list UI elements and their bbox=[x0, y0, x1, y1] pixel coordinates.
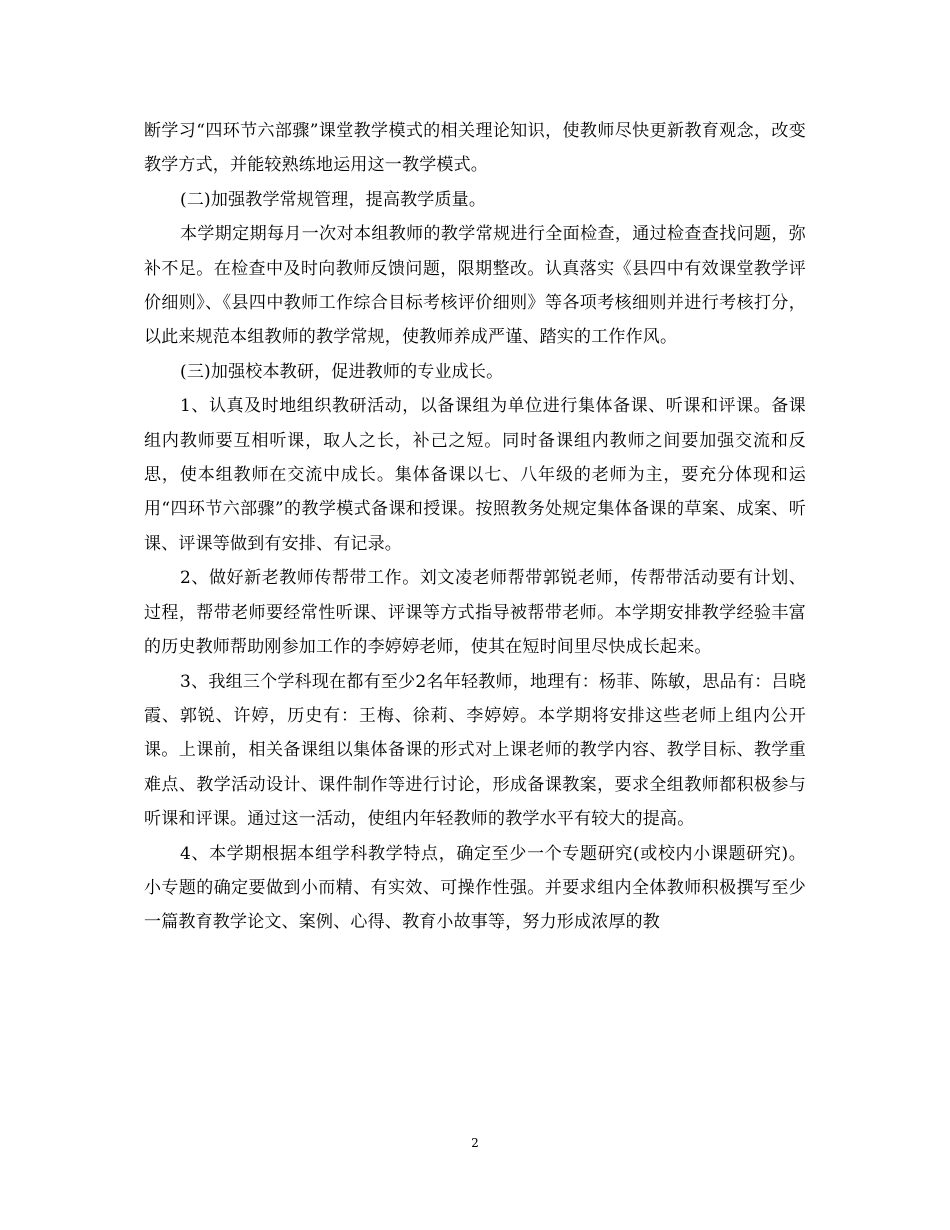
list-item-4: 4、本学期根据本组学科教学特点，确定至少一个专题研究(或校内小课题研究)。小专题的确定要做到小而精、有实效、可操作性强。并要求组内全体教师积极撰写至少一篇教育教学论文、案例、心得、教育小故事等，努力形成浓厚的教 bbox=[144, 843, 806, 933]
list-item-1: 1、认真及时地组织教研活动，以备课组为单位进行集体备课、听课和评课。备课组内教师要互相听课，取人之长，补己之短。同时备课组内教师之间要加强交流和反思，使本组教师在交流中成长。集体备课以七、八年级的老师为主，要充分体现和运用“四环节六部骤”的教学模式备课和授课。按照教务处规定集体备课的草案、成案、听课、评课等做到有安排、有记录。 bbox=[144, 396, 806, 554]
page-number: 2 bbox=[471, 1136, 479, 1150]
paragraph-1: 断学习“四环节六部骤”课堂教学模式的相关理论知识，使教师尽快更新教育观念，改变教学方式，并能较熟练地运用这一教学模式。 bbox=[144, 121, 806, 176]
section-heading-3: (三)加强校本教研，促进教师的专业成长。 bbox=[180, 361, 504, 382]
document-body bbox=[144, 114, 806, 940]
list-item-2: 2、做好新老教师传帮带工作。刘文凌老师帮带郭锐老师，传帮带活动要有计划、过程，帮带老师要经常性听课、评课等方式指导被帮带老师。本学期安排教学经验丰富的历史教师帮助刚参加工作的李婷婷老师，使其在短时间里尽快成长起来。 bbox=[144, 568, 806, 658]
list-item-3: 3、我组三个学科现在都有至少2名年轻教师，地理有：杨菲、陈敏，思品有：吕晓霞、郭锐、许婷，历史有：王梅、徐莉、李婷婷。本学期将安排这些老师上组内公开课。上课前，相关备课组以集体备课的形式对上课老师的教学内容、教学目标、教学重难点、教学活动设计、课件制作等进行讨论，形成备课教案，要求全组教师都积极参与听课和评课。通过这一活动，使组内年轻教师的教学水平有较大的提高。 bbox=[144, 671, 806, 830]
section-heading-2: (二)加强教学常规管理，提高教学质量。 bbox=[180, 189, 487, 210]
paragraph-3: 本学期定期每月一次对本组教师的教学常规进行全面检查，通过检查查找问题，弥补不足。在检查中及时向教师反馈问题，限期整改。认真落实《县四中有效课堂教学评价细则》、《县四中教师工作综合目标考核评价细则》等各项考核细则并进行考核打分，以此来规范本组教师的教学常规，使教师养成严谨、踏实的工作作风。 bbox=[144, 224, 806, 348]
